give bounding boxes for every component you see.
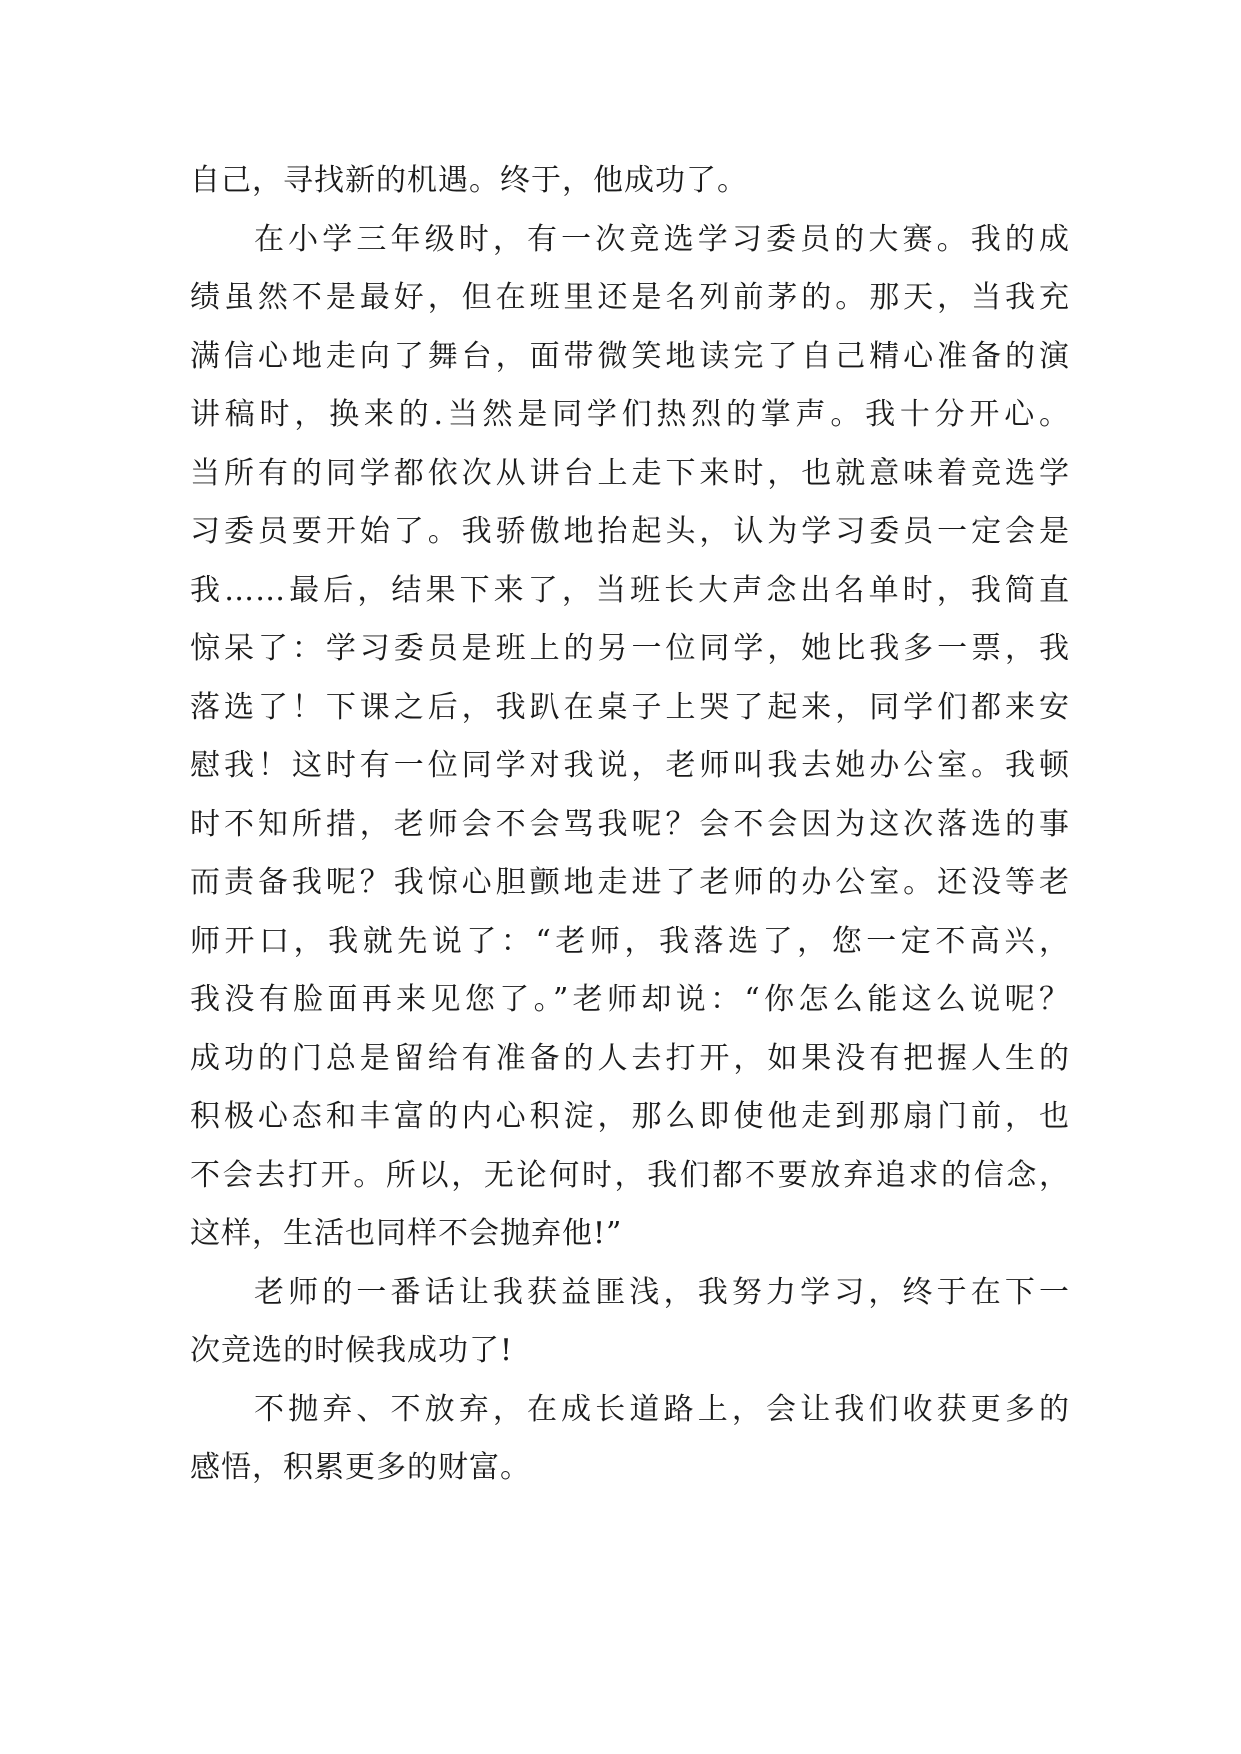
text-line: 我……最后，结果下来了，当班长大声念出名单时，我简直 — [190, 572, 1070, 608]
text-line: 习委员要开始了。我骄傲地抬起头，认为学习委员一定会是 — [190, 514, 1070, 549]
text-line: 积极心态和丰富的内心积淀，那么即使他走到那扇门前，也 — [190, 1099, 1070, 1134]
text-line: 师开口，我就先说了：“老师，我落选了，您一定不高兴， — [190, 923, 1070, 959]
text-line: 慰我！这时有一位同学对我说，老师叫我去她办公室。我顿 — [190, 748, 1070, 783]
text-line: 讲稿时，换来的.当然是同学们热烈的掌声。我十分开心。 — [190, 397, 1070, 432]
text-line: 老师的一番话让我获益匪浅，我努力学习，终于在下一 — [254, 1274, 1070, 1310]
text-line: 满信心地走向了舞台，面带微笑地读完了自己精心准备的演 — [190, 338, 1070, 374]
text-line: 在小学三年级时，有一次竞选学习委员的大赛。我的成 — [254, 221, 1070, 257]
text-line: 而责备我呢？我惊心胆颤地走进了老师的办公室。还没等老 — [190, 865, 1070, 900]
text-line: 时不知所措，老师会不会骂我呢？会不会因为这次落选的事 — [190, 806, 1070, 842]
text-line: 不会去打开。所以，无论何时，我们都不要放弃追求的信念， — [190, 1157, 1070, 1193]
text-line: 落选了！下课之后，我趴在桌子上哭了起来，同学们都来安 — [190, 689, 1070, 725]
text-line: 绩虽然不是最好，但在班里还是名列前茅的。那天，当我充 — [190, 280, 1070, 315]
text-line: 当所有的同学都依次从讲台上走下来时，也就意味着竞选学 — [190, 455, 1070, 491]
text-line: 不抛弃、不放弃，在成长道路上，会让我们收获更多的 — [254, 1391, 1070, 1427]
body-text — [190, 152, 1070, 1498]
text-line: 这样，生活也同样不会抛弃他!” — [190, 1216, 623, 1251]
text-line: 成功的门总是留给有准备的人去打开，如果没有把握人生的 — [190, 1040, 1070, 1076]
text-line: 次竞选的时候我成功了! — [190, 1333, 514, 1368]
text-line: 惊呆了：学习委员是班上的另一位同学，她比我多一票，我 — [190, 631, 1070, 666]
text-line: 感悟，积累更多的财富。 — [190, 1450, 531, 1485]
text-line: 自己，寻找新的机遇。终于，他成功了。 — [190, 163, 748, 198]
text-line: 我没有脸面再来见您了。”老师却说：“你怎么能这么说呢？ — [190, 982, 1070, 1017]
